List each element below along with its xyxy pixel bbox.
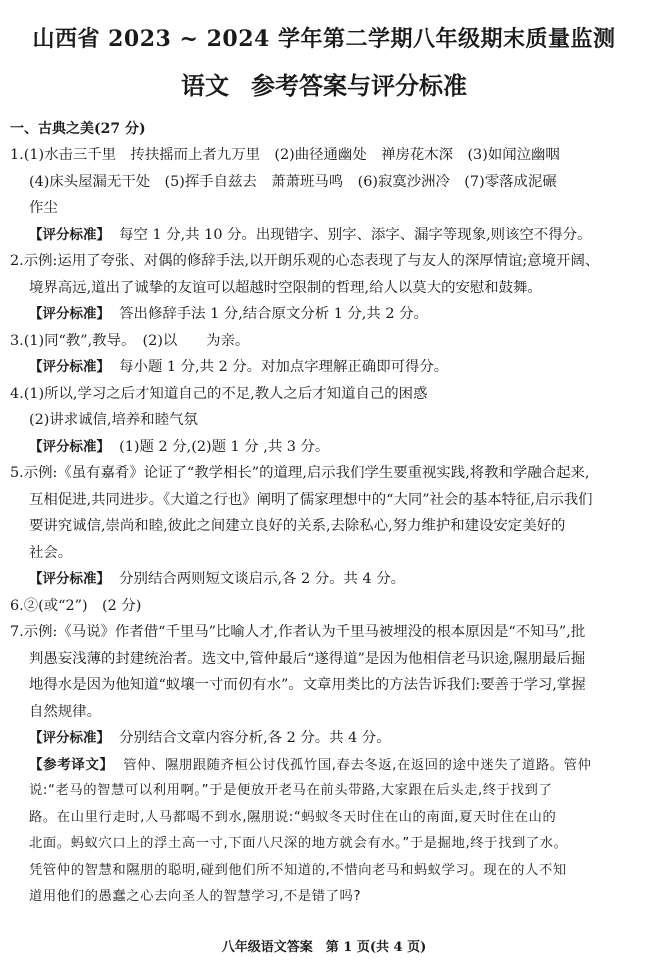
scoring-label: 【评分标准】 [29,438,110,455]
answer-6-line-1: 6.②(或“2”) (2 分) [10,597,142,614]
scoring-note-2 [10,301,638,328]
scoring-text: 每小题 1 分,共 2 分。对加点字理解正确即可得分。 [119,359,449,375]
scoring-note-3 [10,354,638,381]
translation-line-2: 说:“老马的智慧可以利用啊。”于是便放开老马在前头带路,大家跟在后头走,终于找到了 [29,783,553,798]
translation-text: 管仲、隰朋跟随齐桓公讨伐孤竹国,春去冬返,在返回的途中迷失了道路。管仲 [123,757,592,773]
answer-3-line-1: 3.(1)同“教”,教导。 (2)以 为亲。 [10,332,250,349]
answer-7-line-3: 地得水是因为他知道“蚁壤一寸而仞有水”。文章用类比的方法告诉我们:要善于学习,掌握 [29,677,586,693]
translation-line-5: 凭管仲的智慧和隰朋的聪明,碰到他们所不知道的,不惜向老马和蚂蚁学习。现在的人不知 [29,862,567,878]
scoring-label: 【评分标准】 [29,359,110,375]
answer-4-line-1: 4.(1)所以,学习之后才知道自己的不足,教人之后才知道自己的困惑 [10,385,428,402]
answer-4-line-2: (2)讲求诚信,培养和睦气氛 [29,412,198,428]
scoring-text: 每空 1 分,共 10 分。出现错字、别字、添字、漏字等现象,则该空不得分。 [119,226,592,243]
answer-2-line-1: 2.示例:运用了夸张、对偶的修辞手法,以开朗乐观的心态表现了与友人的深厚情谊;意境开阔、 [10,253,600,269]
answer-1-line-2: (4)床头屋漏无干处 (5)挥手自兹去 萧萧班马鸣 (6)寂寞沙洲冷 (7)零落成泥碾 [29,173,557,190]
section-title: 一、古典之美(27 分) [10,121,146,137]
scoring-note-4 [10,434,638,461]
scoring-text: 答出修辞手法 1 分,结合原文分析 1 分,共 2 分。 [119,306,428,322]
scoring-text: (1)题 2 分,(2)题 1 分 ,共 3 分。 [119,438,330,455]
answer-7-line-4: 自然规律。 [29,703,101,720]
answer-1-line-1: 1.(1)水击三千里 抟扶摇而上者九万里 (2)曲径通幽处 禅房花木深 (3)如闻泣幽咽 [10,147,560,163]
answer-2-line-2: 境界高远,道出了诚挚的友谊可以超越时空限制的哲理,给人以莫大的安慰和鼓舞。 [29,279,542,296]
answer-5-line-1: 5.示例:《虽有嘉肴》论证了“教学相长”的道理,启示我们学生要重视实践,将教和学融合起来, [10,465,590,481]
answer-5-line-2: 互相促进,共同进步。《大道之行也》阐明了儒家理想中的“大同”社会的基本特征,启示我们 [29,491,593,508]
scoring-text: 分别结合两则短文谈启示,各 2 分。共 4 分。 [119,571,405,587]
doc-subtitle [0,66,648,101]
answer-5-line-3: 要讲究诚信,崇尚和睦,彼此之间建立良好的关系,去除私心,努力维护和建设安定美好的 [29,518,566,534]
answer-5-line-4: 社会。 [29,544,73,561]
exam-title: 山西省 2023 ~ 2024 学年第二学期八年级期末质量监测 [32,26,616,52]
translation-line-6: 道用他们的愚蠢之心去向圣人的智慧学习,不是错了吗? [29,889,362,904]
scoring-label: 【评分标准】 [29,571,110,587]
scoring-label: 【评分标准】 [29,226,110,243]
answer-content [10,116,638,911]
translation-label: 【参考译文】 [29,756,114,773]
translation-line-3: 路。在山里行走时,人马都喝不到水,隰朋说:“蚂蚁冬天时住在山的南面,夏天时住在山的 [29,809,557,825]
answer-7-line-2: 判愚妄浅薄的封建统治者。选文中,管仲最后“遂得道”是因为他相信老马识途,隰朋最后掘 [29,650,586,667]
subtitle-text: 参考答案与评分标准 [251,71,467,100]
subject-name: 语文 [181,71,229,100]
translation-line-4: 北面。蚂蚁穴口上的浮土高一寸,下面八尺深的地方就会有水。”于是掘地,终于找到了水。 [29,836,568,851]
scoring-text: 分别结合文章内容分析,各 2 分。共 4 分。 [119,730,391,746]
answer-7-line-1: 7.示例:《马说》作者借“千里马”比喻人才,作者认为千里马被埋没的根本原因是“不知马”,批 [10,624,586,640]
translation-line-1 [10,752,638,779]
scoring-note-1 [10,222,638,249]
scoring-note-5 [10,566,638,593]
scoring-note-7 [10,725,638,752]
scoring-label: 【评分标准】 [29,306,110,322]
answer-1-line-3: 作尘 [29,200,58,216]
page-footer: 八年级语文答案 第 1 页(共 4 页) [221,940,427,955]
scoring-label: 【评分标准】 [29,730,110,746]
